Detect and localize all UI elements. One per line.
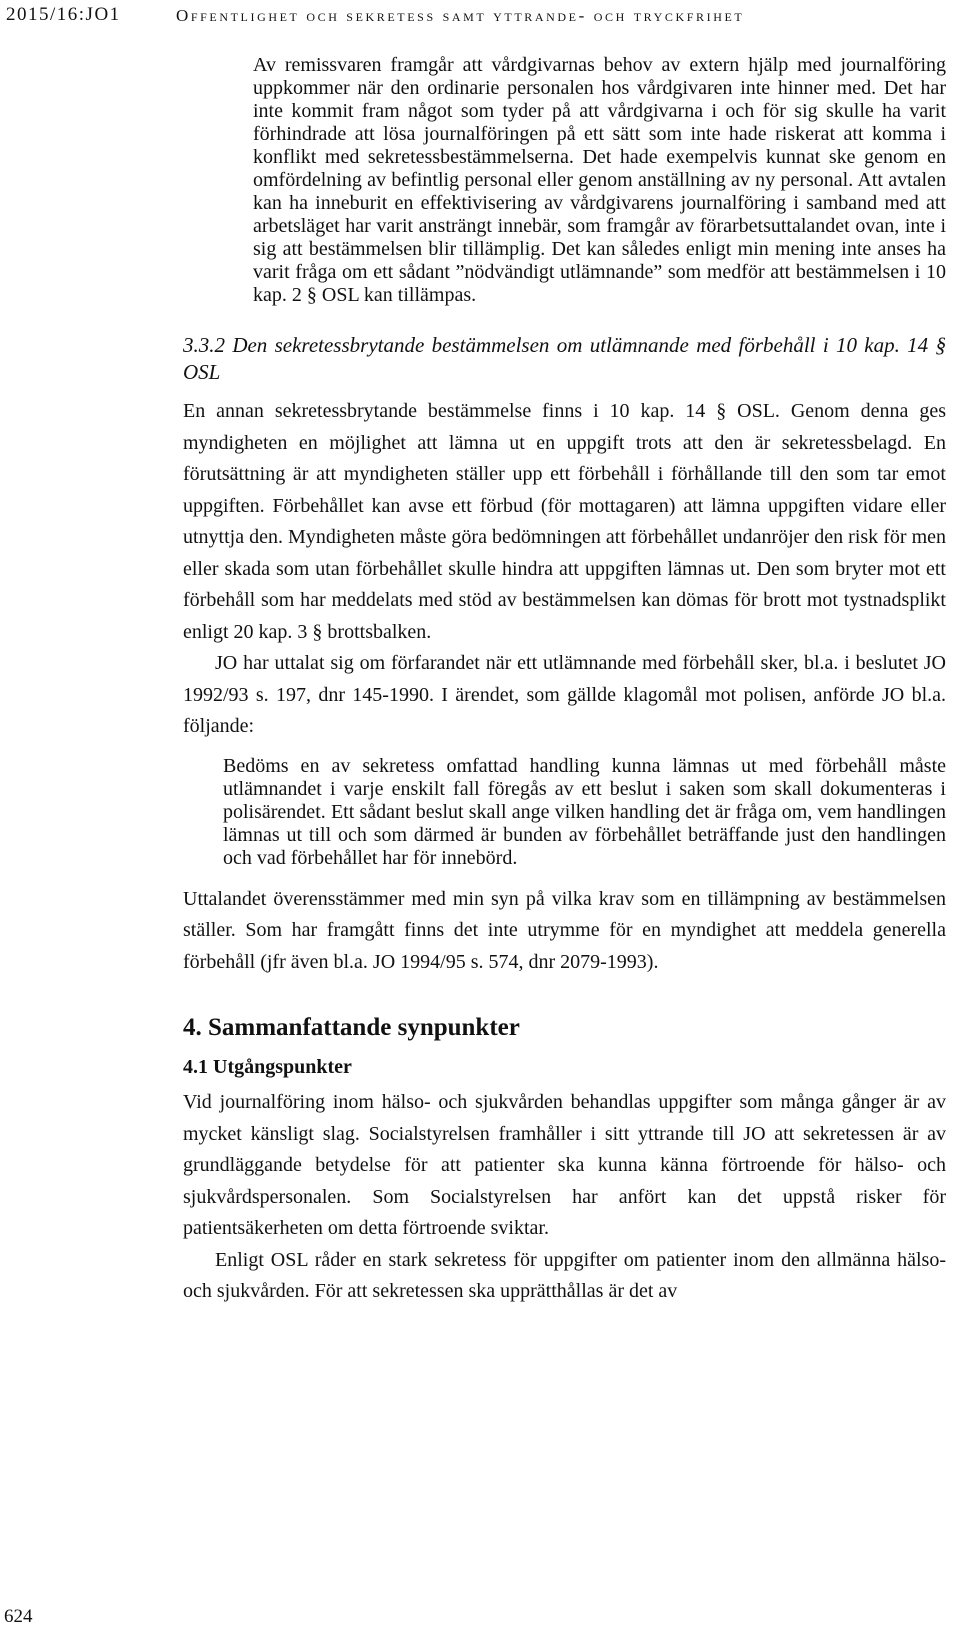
body-paragraph: Uttalandet överensstämmer med min syn på vilka krav som en tillämpning av bestämmelsen ställer. Som har framgått finns det inte utrymme för en myndighet att meddela generella förbehåll (jfr även bl.a. JO 1994/95 s. 574, dnr 2079-1993). bbox=[183, 887, 946, 973]
block-quote: Bedöms en av sekretess omfattad handling kunna lämnas ut med förbehåll måste utlämnandet i varje enskilt fall föregås av ett beslut i saken som skall dokumenteras i polisärendet. Ett sådant beslut skall ange vilken handling det är fråga om, vem handlingen lämnas ut till och som därmed är bunden av förbehållet beträffande just den handlingen och vad förbehållet har för innebörd. bbox=[223, 754, 946, 869]
page-content bbox=[183, 54, 946, 1308]
report-id: 2015/16:JO1 bbox=[6, 4, 121, 25]
body-paragraph: Vid journalföring inom hälso- och sjukvården behandlas uppgifter som många gånger är av mycket känsligt slag. Socialstyrelsen framhåller i sitt yttrande till JO att sekretessen är av grundläggande betydelse för att patienter ska kunna känna förtroende för hälso- och sjukvårdspersonalen. Som Socialstyrelsen har anfört kan det uppstå risker för patientsäkerheten om detta förtroende sviktar. bbox=[183, 1091, 946, 1239]
page-number: 624 bbox=[4, 1606, 33, 1627]
body-paragraph: JO har uttalat sig om förfarandet när ett utlämnande med förbehåll sker, bl.a. i beslutet JO 1992/93 s. 197, dnr 145-1990. I ärendet, som gällde klagomål mot polisen, anförde JO bl.a. följande: bbox=[183, 652, 946, 737]
section-heading-4: 4. Sammanfattande synpunkter bbox=[183, 1014, 520, 1041]
running-header: Offentlighet och sekretess samt yttrande- och tryckfrihet bbox=[176, 6, 745, 25]
subsection-heading-4-1: 4.1 Utgångspunkter bbox=[183, 1056, 352, 1078]
section-heading-3-3-2: 3.3.2 Den sekretessbrytande bestämmelsen om utlämnande med förbehåll i 10 kap. 14 § OSL bbox=[183, 333, 946, 384]
body-paragraph: En annan sekretessbrytande bestämmelse finns i 10 kap. 14 § OSL. Genom denna ges myndigheten en möjlighet att lämna ut en uppgift trots att den är sekretessbelagd. En förutsättning är att myndigheten ställer upp ett förbehåll i förhållande till den som tar emot uppgiften. Förbehållet kan avse ett förbud (för mottagaren) att lämna uppgiften vidare eller utnyttja den. Myndigheten måste göra bedömningen att förbehållet undanröjer den risk för men eller skada som utan förbehållet skulle hindra att uppgiften lämnas ut. Den som bryter mot ett förbehåll som har meddelats med stöd av bestämmelsen kan dömas för brott mot tystnadsplikt enligt 20 kap. 3 § brottsbalken. bbox=[183, 400, 946, 643]
quoted-paragraph: Av remissvaren framgår att vårdgivarnas behov av extern hjälp med journalföring uppkommer när den ordinarie personalen hos vårdgivaren inte hinner med. Det har inte kommit fram något som tyder på att vårdgivarna i och för sig skulle ha varit förhindrade att lösa journalföringen på ett sätt som inte hade riskerat att komma i konflikt med sekretessbestämmelserna. Det hade exempelvis kunnat ske genom en omfördelning av befintlig personal eller genom anställning av ny personal. Att avtalen kan ha inneburit en effektivisering av vårdgivarens journalföring i samband med att arbetsläget har varit ansträngt innebär, som framgår av förarbetsuttalandet ovan, inte i sig att bestämmelsen blir tillämplig. Det kan således enligt min mening inte anses ha varit fråga om ett sådant ”nödvändigt utlämnande” som medför att bestämmelsen i 10 kap. 2 § OSL kan tillämpas. bbox=[253, 54, 946, 306]
body-paragraph: Enligt OSL råder en stark sekretess för uppgifter om patienter inom den allmänna hälso- och sjukvården. För att sekretessen ska upprätthållas är det av bbox=[183, 1248, 946, 1302]
